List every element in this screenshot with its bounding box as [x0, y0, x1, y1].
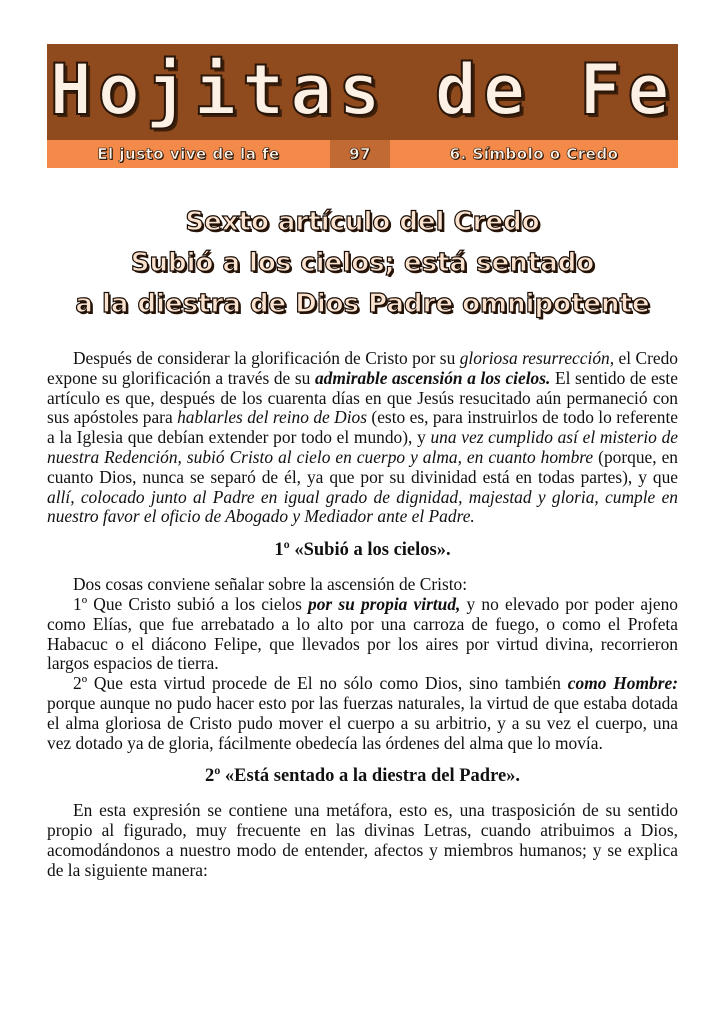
section-1-heading: 1º «Subió a los cielos».	[274, 540, 451, 561]
intro-strong: admirable ascensión a los cielos.	[314, 367, 551, 388]
motto: El justo vive de la fe	[47, 140, 330, 168]
section-2-heading: 2º «Está sentado a la diestra del Padre».	[204, 766, 521, 787]
title-line-3: a la diestra de Dios Padre omnipotente	[75, 289, 650, 319]
section-2-paragraph: En esta expresión se contiene una metáfora, esto es, una trasposición de su sentido propio al figurado, muy frecuente en las divinas Letras, cuando atribuimos a Dios, acomodándonos a nuestro modo de entender, afectos y miembros humanos; y se explica de la siguiente manera:	[47, 800, 678, 880]
masthead-block	[47, 44, 678, 140]
title-line-2: Subió a los cielos; está sentado	[130, 248, 595, 278]
section-label: 6. Símbolo o Credo	[390, 140, 678, 168]
title-line-1: Sexto artículo del Credo	[185, 207, 540, 237]
issue-number: 97	[330, 140, 390, 168]
article-body	[47, 349, 678, 881]
intro-emphasis: gloriosa resurrección,	[459, 348, 615, 368]
intro-paragraph: Después de considerar la glorificación de Cristo por su gloriosa resurrección, el Credo expone su glorificación a través de su admirable ascensión a los cielos. El sentido de este artículo es que, después de los cuarenta días en que Jesús resucitado aún permaneció con sus apóstoles para hablarles del reino de Dios (esto es, para instruirlos de todo lo referente a la Iglesia que debían extender por todo el mundo), y una vez cumplido así el misterio de nuestra Redención, subió Cristo al cielo en cuerpo y alma, en cuanto hombre (porque, en cuanto Dios, nunca se separó de él, ya que por su divinidad está en todas partes), y que allí, colocado junto al Padre en igual grado de dignidad, majestad y gloria, cumple en nuestro favor el oficio de Abogado y Mediador ante el Padre.	[47, 348, 679, 527]
section-1-paragraph: 1º Que Cristo subió a los cielos por su propia virtud, y no elevado por poder ajeno como Elías, que fue arrebatado a lo alto por una carroza de fuego, o como el Profeta Habacuc o el diácono Felipe, que llevados por los aires por virtud divina, recorrieron largos espacios de tierra.	[47, 593, 679, 674]
section-1-paragraph: 2º Que esta virtud procede de El no sólo como Dios, sino también como Hombre: porque aunque no pudo hacer esto por las fuerzas naturales, la virtud de que estaba dotada el alma gloriosa de Cristo pudo mover el cuerpo a su arbitrio, y a su vez el cuerpo, una vez dotado ya de gloria, fácilmente obedecía las órdenes del alma que lo movía.	[47, 673, 678, 753]
header-banner	[47, 44, 678, 168]
header-subbar	[47, 140, 678, 168]
masthead-title: Hojitas de Fe	[49, 49, 676, 131]
section-1-paragraph: Dos cosas conviene señalar sobre la ascensión de Cristo:	[73, 574, 468, 595]
article-title	[47, 202, 678, 325]
